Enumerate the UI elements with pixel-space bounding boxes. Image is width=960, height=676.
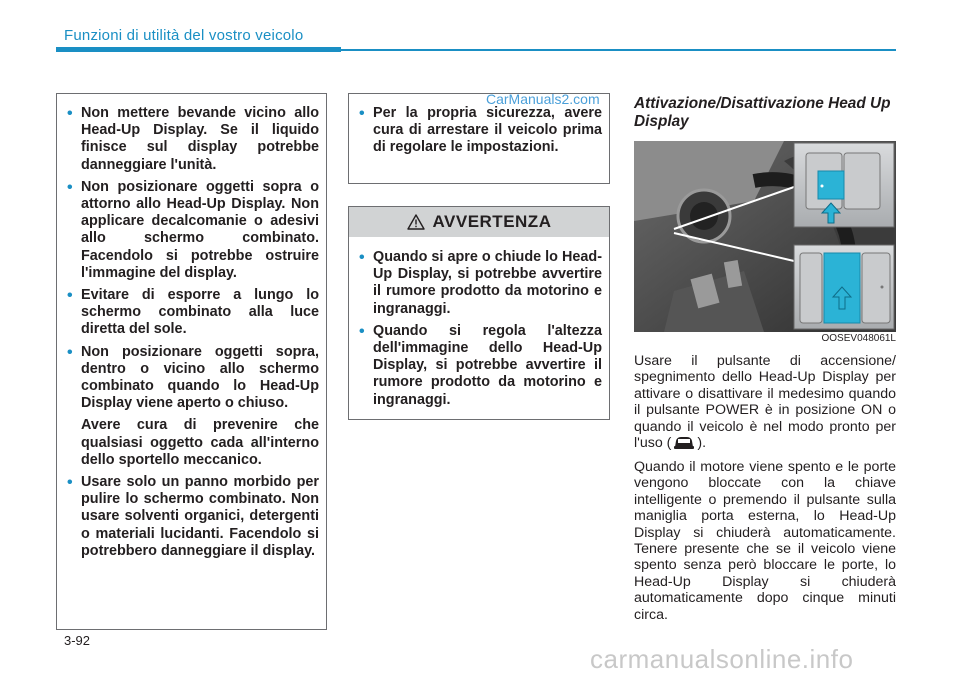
warning-list: [358, 249, 602, 409]
watermark-top: CarManuals2.com: [486, 91, 600, 107]
bullet-item: • Quando si regola l'altezza dell'immagine dello Head-Up Display, si potrebbe avvertire il rumore prodotto da motorino e ingranaggi.: [358, 323, 602, 409]
instruction-paragraph-1: [634, 353, 896, 454]
safety-note-list: [358, 105, 602, 157]
header-rule: [341, 49, 896, 51]
section-title: Attivazione/Disattivazione Head Up Display: [634, 95, 891, 130]
warning-box: [348, 206, 610, 420]
car-interior-illustration: [634, 141, 896, 332]
ready-indicator-icon: [673, 435, 695, 454]
chapter-title: Funzioni di utilità del vostro veicolo: [64, 27, 304, 44]
caution-notes-box: [56, 93, 327, 630]
bullet-item: • Non mettere bevande vicino allo Head-Up Display. Se il liquido finisce sul display potrebbe danneggiare l'unità.: [66, 105, 319, 174]
header-accent-bar: [56, 47, 341, 52]
watermark-bottom: carmanualsonline.info: [590, 644, 854, 674]
warning-triangle-icon: [407, 214, 425, 230]
bullet-item: • Non posizionare oggetti sopra, dentro o vicino allo schermo combinato quando lo Head-Up Display viene aperto o chiuso.: [66, 344, 319, 413]
bullet-item: • Per la propria sicurezza, avere cura di arrestare il veicolo prima di regolare le impostazioni.: [358, 105, 602, 157]
warning-header: [349, 207, 609, 237]
paragraph-1-end: ).: [697, 435, 707, 452]
hud-switch-photo: [634, 141, 896, 332]
continuation-paragraph: Avere cura di prevenire che qualsiasi oggetto cada all'interno dello sportello meccanico.: [81, 417, 319, 468]
page-number: 3-92: [64, 633, 91, 648]
bullet-item: • Usare solo un panno morbido per pulire lo schermo combinato. Non usare solventi organici, detergenti o materiali lucidanti. Facendolo si potrebbero danneggiare il display.: [66, 474, 319, 560]
bullet-item: • Quando si apre o chiude lo Head-Up Display, si potrebbe avvertire il rumore prodotto da motorino e ingranaggi.: [358, 249, 602, 318]
warning-title: AVVERTENZA: [432, 212, 552, 232]
paragraph-1-text: Usare il pulsante di accensione/ spegnimento dello Head-Up Display per attivare o disattivare il medesimo quando il pulsante POWER è in posizione ON o quando il veicolo è nel modo pronto per l'uso (: [634, 353, 896, 452]
bullet-item: • Non posizionare oggetti sopra o attorno allo Head-Up Display. Non applicare decalcomanie o adesivi allo schermo combinato. Facendolo si potrebbe ostruire l'immagine del display.: [66, 179, 319, 282]
image-caption: OOSEV048061L: [821, 333, 896, 344]
bullet-item: • Evitare di esporre a lungo lo schermo combinato alla luce diretta del sole.: [66, 287, 319, 339]
instruction-paragraph-2: Quando il motore viene spento e le porte vengono bloccate con la chiave intelligente o premendo il pulsante sulla maniglia porta esterna, lo Head-Up Display si chiuderà automaticamente. Tenere presente che se il veicolo viene spento senza però bloccare le porte, lo Head-Up Display si chiuderà automaticamente dopo cinque minuti circa.: [634, 459, 896, 623]
caution-list: [66, 105, 319, 560]
